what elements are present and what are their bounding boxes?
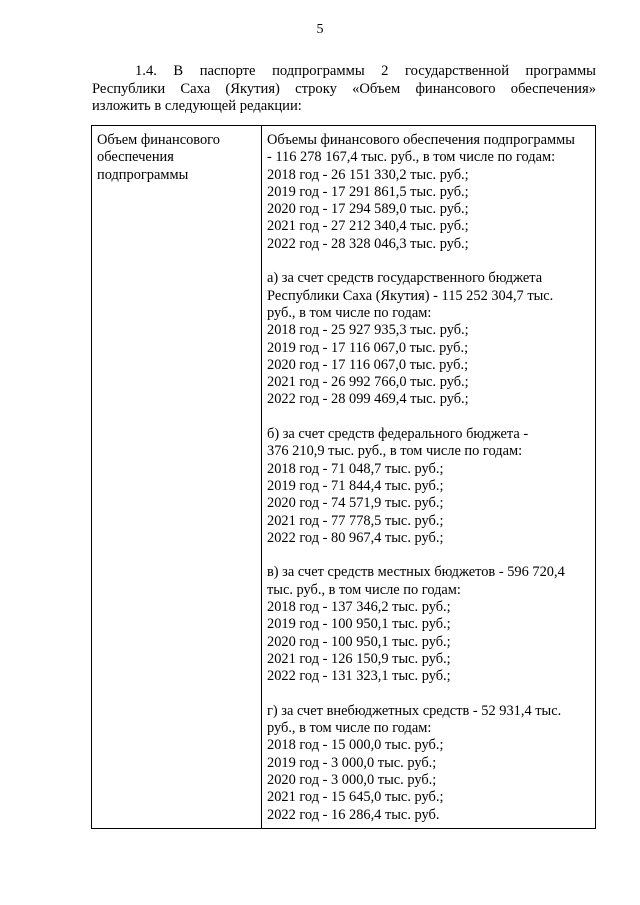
year-amount-line: 2020 год - 17 116 067,0 тыс. руб.; [267, 356, 469, 373]
intro-line: 1.4. В паспорте подпрограммы 2 государственной программы [135, 63, 596, 79]
year-amount-line: 2021 год - 26 992 766,0 тыс. руб.; [267, 374, 469, 391]
year-amount-line: 2020 год - 17 294 589,0 тыс. руб.; [267, 201, 469, 218]
row-value-cell [267, 132, 593, 824]
section-spacer [267, 253, 593, 270]
section-heading-line: 376 210,9 тыс. руб., в том числе по годам: [267, 443, 523, 460]
year-amount-line: 2019 год - 17 291 861,5 тыс. руб.; [267, 183, 469, 200]
year-amount-line: 2021 год - 126 150,9 тыс. руб.; [267, 650, 451, 667]
year-amount-line: 2021 год - 27 212 340,4 тыс. руб.; [267, 218, 469, 235]
year-amount-line: 2022 год - 28 099 469,4 тыс. руб.; [267, 391, 469, 408]
section-heading-line: - 116 278 167,4 тыс. руб., в том числе по годам: [267, 149, 556, 166]
year-amount-line: 2019 год - 71 844,4 тыс. руб.; [267, 477, 444, 494]
year-amount-line: 2018 год - 25 927 935,3 тыс. руб.; [267, 322, 469, 339]
section-heading-line: тыс. руб., в том числе по годам: [267, 581, 461, 598]
year-amount-line: 2019 год - 17 116 067,0 тыс. руб.; [267, 339, 469, 356]
year-amount-line: 2018 год - 71 048,7 тыс. руб.; [267, 460, 444, 477]
year-amount-line: 2021 год - 77 778,5 тыс. руб.; [267, 512, 444, 529]
page-number: 5 [316, 22, 324, 37]
year-amount-line: 2022 год - 16 286,4 тыс. руб. [267, 806, 440, 823]
funding-table [91, 125, 596, 829]
year-amount-line: 2020 год - 100 950,1 тыс. руб.; [267, 633, 451, 650]
intro-line: изложить в следующей редакции: [92, 98, 302, 114]
year-amount-line: 2019 год - 100 950,1 тыс. руб.; [267, 616, 451, 633]
year-amount-line: 2022 год - 28 328 046,3 тыс. руб.; [267, 235, 469, 252]
federal-budget-section [267, 426, 593, 547]
year-amount-line: 2021 год - 15 645,0 тыс. руб.; [267, 789, 444, 806]
row-label-line: обеспечения [97, 149, 174, 166]
section-spacer [267, 686, 593, 703]
section-heading-line: Объемы финансового обеспечения подпрограммы [267, 132, 575, 148]
section-heading-line: Республики Саха (Якутия) - 115 252 304,7 тыс. [267, 287, 554, 304]
extra-budgetary-section [267, 703, 593, 824]
intro-line: Республики Саха (Якутия) строку «Объем финансового обеспечения» [92, 80, 596, 97]
row-label-line: Объем финансового [97, 132, 220, 148]
year-amount-line: 2022 год - 131 323,1 тыс. руб.; [267, 668, 451, 685]
year-amount-line: 2018 год - 137 346,2 тыс. руб.; [267, 599, 451, 616]
section-heading-line: б) за счет средств федерального бюджета - [267, 426, 529, 443]
section-spacer [267, 547, 593, 564]
section-heading-line: в) за счет средств местных бюджетов - 596 720,4 [267, 564, 565, 581]
year-amount-line: 2020 год - 3 000,0 тыс. руб.; [267, 771, 437, 788]
section-heading-line: г) за счет внебюджетных средств - 52 931,4 тыс. [267, 702, 562, 719]
section-spacer [267, 409, 593, 426]
year-amount-line: 2018 год - 26 151 330,2 тыс. руб.; [267, 166, 469, 183]
year-amount-line: 2022 год - 80 967,4 тыс. руб.; [267, 529, 444, 546]
section-heading-line: руб., в том числе по годам: [267, 304, 432, 321]
year-amount-line: 2018 год - 15 000,0 тыс. руб.; [267, 737, 444, 754]
section-heading-line: а) за счет средств государственного бюджета [267, 270, 543, 287]
year-amount-line: 2020 год - 74 571,9 тыс. руб.; [267, 495, 444, 512]
intro-paragraph [92, 63, 596, 116]
funding-total-section [267, 132, 593, 253]
row-label-cell [97, 132, 257, 184]
section-heading-line: руб., в том числе по годам: [267, 720, 432, 737]
row-label-line: подпрограммы [97, 166, 189, 183]
local-budgets-section [267, 564, 593, 685]
column-divider [261, 126, 262, 828]
state-budget-section [267, 270, 593, 408]
year-amount-line: 2019 год - 3 000,0 тыс. руб.; [267, 754, 437, 771]
